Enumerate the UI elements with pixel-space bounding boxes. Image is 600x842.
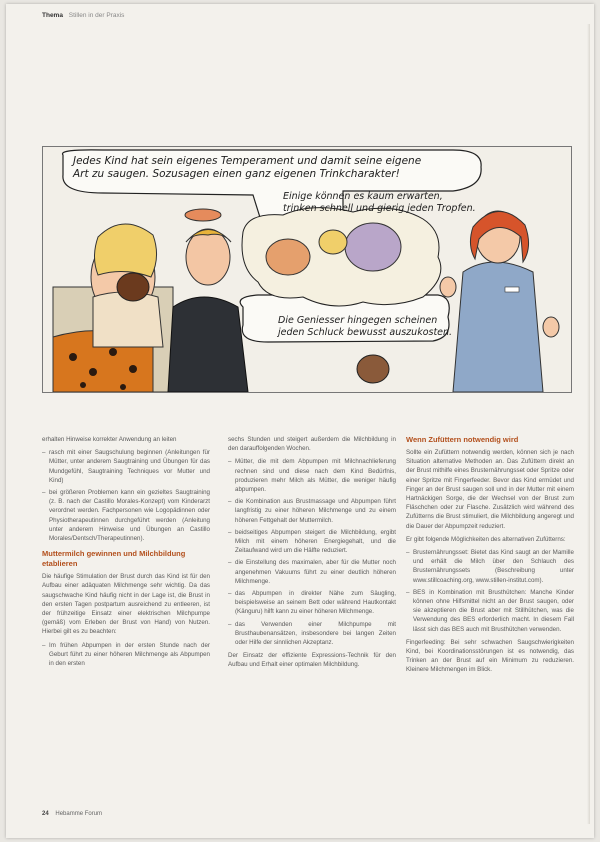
journal-name: Hebamme Forum	[55, 811, 103, 817]
paragraph: Der Einsatz der effiziente Expressions-Technik für den Aufbau und Erhalt einer optimalen Milchbildung.	[228, 652, 396, 669]
speech-bubble-connoisseur	[278, 315, 452, 339]
paragraph: Fingerfeeding: Bei sehr schwachen Saugschwierigkeiten Kind, bei Koordinationsstörungen ist es notwendig, das Trinken an der Brust auf ein Minimum zu reduzieren. Kleinere Milchmengen im Blick.	[406, 638, 574, 674]
list-item: – bei größeren Problemen kann ein gezieltes Saugtraining (z. B. nach der Castillo Morales-Konzept) vom Kinderarzt verordnet werden. Fachpersonen wie Logopädinnen oder Physiotherapeutinnen durchgeführt werden (Anleitung unter anderem Hinweise und Übungen an Castillo Morales/Dentsch/Therapeutinnen).	[49, 488, 210, 543]
list-item: – Brusternährungsset: Bietet das Kind saugt an der Mamille und erhält die Milch über den Schlauch des Brusternährungssets (Beschreibung unter www.stillcoaching.org, www.stillen-institut.com).	[413, 548, 574, 585]
bubble-eager-line2: trinken schnell und gierig jeden Tropfen.	[283, 203, 476, 214]
paragraph: Die häufige Stimulation der Brust durch das Kind ist für den Aufbau einer adäquaten Milchmenge sehr wichtig. Da das saugschwache Kind häufig nicht in der Lage ist, die Brust in den ersten Tagen postpartum ausreichend zu entleeren, ist der frühzeitige Einsatz einer elektrischen Milchpumpe (gemäß) vom Erleben der Brust von Hand) von Nutzen. Hierbei gilt es zu beachten:	[42, 573, 210, 636]
list-item: – rasch mit einer Saugschulung beginnen (Anleitungen für Mütter, unter anderem Saugtraining und Übungen für das Mundgefühl, Saugtraining Techniques vor Mutter und Kind)	[49, 448, 210, 485]
paragraph: erhalten Hinweise korrekter Anwendung an leiten	[42, 436, 177, 443]
page-number: 24	[42, 811, 49, 817]
section-label: Thema	[42, 12, 63, 19]
bubble-main-line2: Art zu saugen. Sozusagen einen ganz eigenen Trinkcharakter!	[73, 168, 400, 180]
paragraph: Sollte ein Zufüttern notwendig werden, können sich je nach Situation alternative Methoden an. Das Zufüttern direkt an der Brust mithilfe eines Brusternährungsset oder Spritze oder einer Spritze mit Fingerfeeder. Bevor das Kind ermüdet und Finger an der Brust saugen soll und in der Mutter mit einem Hartnäckigen Sorge, die der Wechsel von der Brust zum Fläschchen oder zur Flasche. Zusätzlich wird während des Zufütterns die Brust stimuliert, die Milchbildung angeregt und die Dauer der Abpumpzeit reduziert.	[406, 449, 574, 530]
column-2	[228, 435, 396, 674]
column-3	[406, 435, 574, 679]
paragraph: sechs Stunden und steigert außerdem die Milchbildung in den darauffolgenden Wochen.	[228, 436, 396, 453]
bullet-list	[228, 457, 396, 647]
bubble-connoisseur-line2: jeden Schluck bewusst auszukosten.	[278, 327, 453, 338]
page-edge-shadow	[587, 24, 590, 824]
speech-bubble-eager	[283, 191, 476, 215]
paragraph: Er gibt folgende Möglichkeiten des alternativen Zufütterns:	[406, 535, 566, 543]
bubble-connoisseur-line1: Die Geniesser hingegen scheinen	[278, 315, 438, 326]
section-heading: Wenn Zufüttern notwendig wird	[406, 435, 519, 444]
comic-illustration	[42, 146, 572, 393]
page-footer	[42, 811, 102, 817]
section-subtitle: Stillen in der Praxis	[68, 12, 125, 19]
list-item: – Im frühen Abpumpen in der ersten Stunde nach der Geburt führt zu einer höheren Milchmenge als Abpumpen in den ersten	[49, 641, 210, 669]
comic-drawing	[43, 147, 571, 392]
bubble-main-line1: Jedes Kind hat sein eigenes Temperament und damit seine eigene	[73, 155, 422, 167]
bullet-list	[42, 641, 210, 669]
page-header	[42, 12, 124, 19]
list-item: – BES in Kombination mit Brusthütchen: Manche Kinder können ohne Hilfsmittel nicht an der Brust saugen, oder sie akzeptieren die Brust aber mit Stillhütchen, was die Verwendung des BES erforderlich macht. In diesem Fall lässt sich das BES auch mit Brusthütchen verwenden.	[413, 588, 574, 634]
magazine-page	[6, 4, 594, 838]
column-1	[42, 435, 210, 672]
speech-bubble-main	[73, 155, 421, 181]
bullet-list	[406, 548, 574, 634]
list-item: – das Verwenden einer Milchpumpe mit Brusthaubenansätzen, insbesondere bei langen Zeiten oder Hilfe der sinnlichen Akzeptanz.	[235, 620, 396, 648]
list-item: – Mütter, die mit dem Abpumpen mit Milchnachlieferung rechnen sind und diese nach dem Kind Bedürfnis, produzieren mehr Milch als Mütter, die weniger häufig abpumpen.	[235, 457, 396, 494]
list-item: – die Kombination aus Brustmassage und Abpumpen führt langfristig zu einer höheren Milchmenge und zu einem höheren Fettgehalt der Muttermilch.	[235, 497, 396, 525]
bullet-list	[42, 448, 210, 543]
list-item: – beidseitiges Abpumpen steigert die Milchbildung, ergibt Milch mit einem höheren Energiegehalt, und die Zeitaufwand wird um die Hälfte reduziert.	[235, 528, 396, 556]
list-item: – das Abpumpen in direkter Nähe zum Säugling, beispielsweise an seinem Bett oder während Hautkontakt (Känguru) hilft kann zu einer höheren Milchmenge.	[235, 589, 396, 617]
section-heading: Muttermilch gewinnen und Milchbildung etablieren	[42, 549, 186, 569]
list-item: – die Einstellung des maximalen, aber für die Mutter noch angenehmen Vakuums führt zu einer deutlich höheren Milchmenge.	[235, 558, 396, 586]
bubble-eager-line1: Einige können es kaum erwarten,	[283, 191, 443, 202]
